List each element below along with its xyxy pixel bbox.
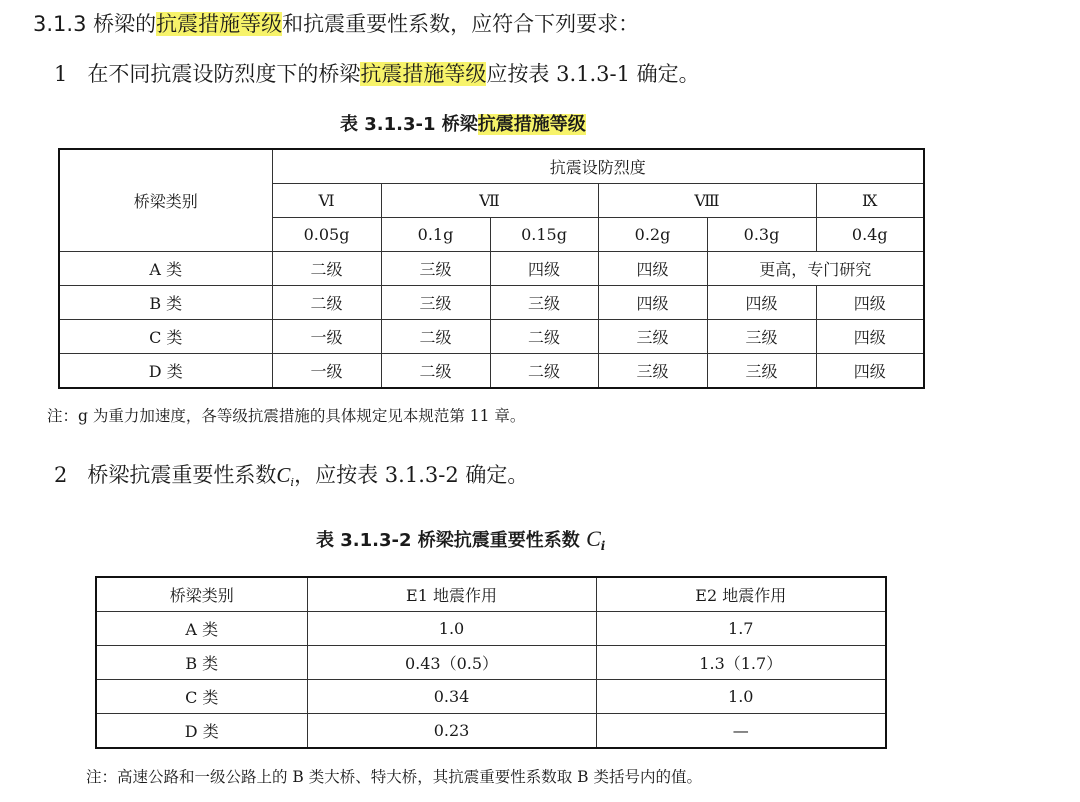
grade-cell: 四级 bbox=[816, 320, 924, 354]
clause-heading bbox=[33, 8, 639, 38]
category-cell: D 类 bbox=[59, 354, 272, 389]
e1-cell: 0.43（0.5） bbox=[307, 646, 596, 680]
highlighted-term: 抗震措施等级 bbox=[156, 12, 283, 36]
item-text-a: 桥梁抗震重要性系数 bbox=[87, 463, 277, 487]
table-row bbox=[59, 354, 924, 389]
grade-cell: 三级 bbox=[381, 286, 490, 320]
grade-cell: 二级 bbox=[490, 320, 598, 354]
coefficient-symbol: C bbox=[586, 526, 601, 551]
e2-cell: 1.3（1.7） bbox=[596, 646, 886, 680]
grade-cell: 二级 bbox=[272, 252, 381, 286]
category-cell: B 类 bbox=[59, 286, 272, 320]
table-row bbox=[96, 646, 886, 680]
grade-cell: 三级 bbox=[598, 320, 707, 354]
clause-text-b: 和抗震重要性系数，应符合下列要求： bbox=[282, 12, 640, 36]
grade-cell: 四级 bbox=[816, 354, 924, 389]
grade-cell: 二级 bbox=[490, 354, 598, 389]
intensity-cell: Ⅵ bbox=[272, 184, 381, 218]
e2-cell: 1.0 bbox=[596, 680, 886, 714]
importance-coefficient-table bbox=[95, 576, 887, 749]
grade-cell: 三级 bbox=[707, 354, 816, 389]
category-cell: D 类 bbox=[96, 714, 307, 749]
category-cell: B 类 bbox=[96, 646, 307, 680]
grade-cell: 四级 bbox=[816, 286, 924, 320]
grade-cell: 二级 bbox=[381, 320, 490, 354]
e2-cell: 1.7 bbox=[596, 612, 886, 646]
e1-cell: 0.34 bbox=[307, 680, 596, 714]
table-row bbox=[96, 714, 886, 749]
e2-cell: — bbox=[596, 714, 886, 749]
clause-number: 3.1.3 bbox=[33, 12, 87, 36]
acceleration-cell: 0.1g bbox=[381, 218, 490, 252]
table-1-caption bbox=[340, 110, 586, 136]
caption-prefix: 表 3.1.3-1 桥梁 bbox=[340, 114, 478, 135]
table-row bbox=[59, 252, 924, 286]
acceleration-cell: 0.15g bbox=[490, 218, 598, 252]
acceleration-cell: 0.05g bbox=[272, 218, 381, 252]
grade-cell: 四级 bbox=[707, 286, 816, 320]
seismic-measure-grade-table bbox=[58, 148, 925, 389]
item-number: 1 bbox=[54, 62, 68, 86]
table-row bbox=[59, 320, 924, 354]
e1-cell: 0.23 bbox=[307, 714, 596, 749]
highlighted-term: 抗震措施等级 bbox=[477, 114, 586, 135]
clause-text-a: 桥梁的 bbox=[93, 12, 157, 36]
table-2-caption bbox=[316, 526, 605, 553]
grade-cell: 二级 bbox=[381, 354, 490, 389]
acceleration-cell: 0.2g bbox=[598, 218, 707, 252]
table-row bbox=[96, 612, 886, 646]
table-row bbox=[96, 680, 886, 714]
category-cell: C 类 bbox=[59, 320, 272, 354]
caption-text: 表 3.1.3-2 桥梁抗震重要性系数 bbox=[316, 530, 580, 551]
item-text-b: 应按表 3.1.3-1 确定。 bbox=[486, 62, 700, 86]
group-header: 抗震设防烈度 bbox=[272, 149, 924, 184]
grade-cell: 四级 bbox=[598, 286, 707, 320]
column-header: E2 地震作用 bbox=[596, 577, 886, 612]
intensity-cell: Ⅷ bbox=[598, 184, 816, 218]
grade-cell: 三级 bbox=[707, 320, 816, 354]
grade-cell: 一级 bbox=[272, 320, 381, 354]
item-text-a: 在不同抗震设防烈度下的桥梁 bbox=[87, 62, 361, 86]
grade-cell: 三级 bbox=[598, 354, 707, 389]
item-number: 2 bbox=[54, 463, 68, 487]
coefficient-subscript: i bbox=[290, 475, 295, 490]
item-text-b: ，应按表 3.1.3-2 确定。 bbox=[294, 463, 529, 487]
table-header-row bbox=[59, 149, 924, 184]
table-row bbox=[59, 286, 924, 320]
grade-cell: 四级 bbox=[490, 252, 598, 286]
category-cell: A 类 bbox=[96, 612, 307, 646]
coefficient-subscript: i bbox=[600, 539, 606, 554]
e1-cell: 1.0 bbox=[307, 612, 596, 646]
grade-cell: 三级 bbox=[490, 286, 598, 320]
grade-cell: 一级 bbox=[272, 354, 381, 389]
grade-cell: 三级 bbox=[381, 252, 490, 286]
item-1 bbox=[54, 58, 700, 88]
category-cell: A 类 bbox=[59, 252, 272, 286]
intensity-cell: Ⅶ bbox=[381, 184, 598, 218]
item-2 bbox=[54, 459, 528, 489]
category-cell: C 类 bbox=[96, 680, 307, 714]
table-1-note: 注：g 为重力加速度，各等级抗震措施的具体规定见本规范第 11 章。 bbox=[47, 407, 526, 425]
grade-cell: 二级 bbox=[272, 286, 381, 320]
grade-cell: 四级 bbox=[598, 252, 707, 286]
column-header: 桥梁类别 bbox=[96, 577, 307, 612]
column-header: E1 地震作用 bbox=[307, 577, 596, 612]
merged-grade-cell: 更高，专门研究 bbox=[707, 252, 924, 286]
table-header-row bbox=[96, 577, 886, 612]
corner-header: 桥梁类别 bbox=[59, 149, 272, 252]
coefficient-symbol: C bbox=[276, 463, 291, 487]
table-2-note: 注：高速公路和一级公路上的 B 类大桥、特大桥，其抗震重要性系数取 B 类括号内的值。 bbox=[86, 768, 702, 786]
acceleration-cell: 0.3g bbox=[707, 218, 816, 252]
highlighted-term: 抗震措施等级 bbox=[360, 62, 487, 86]
acceleration-cell: 0.4g bbox=[816, 218, 924, 252]
intensity-cell: Ⅸ bbox=[816, 184, 924, 218]
